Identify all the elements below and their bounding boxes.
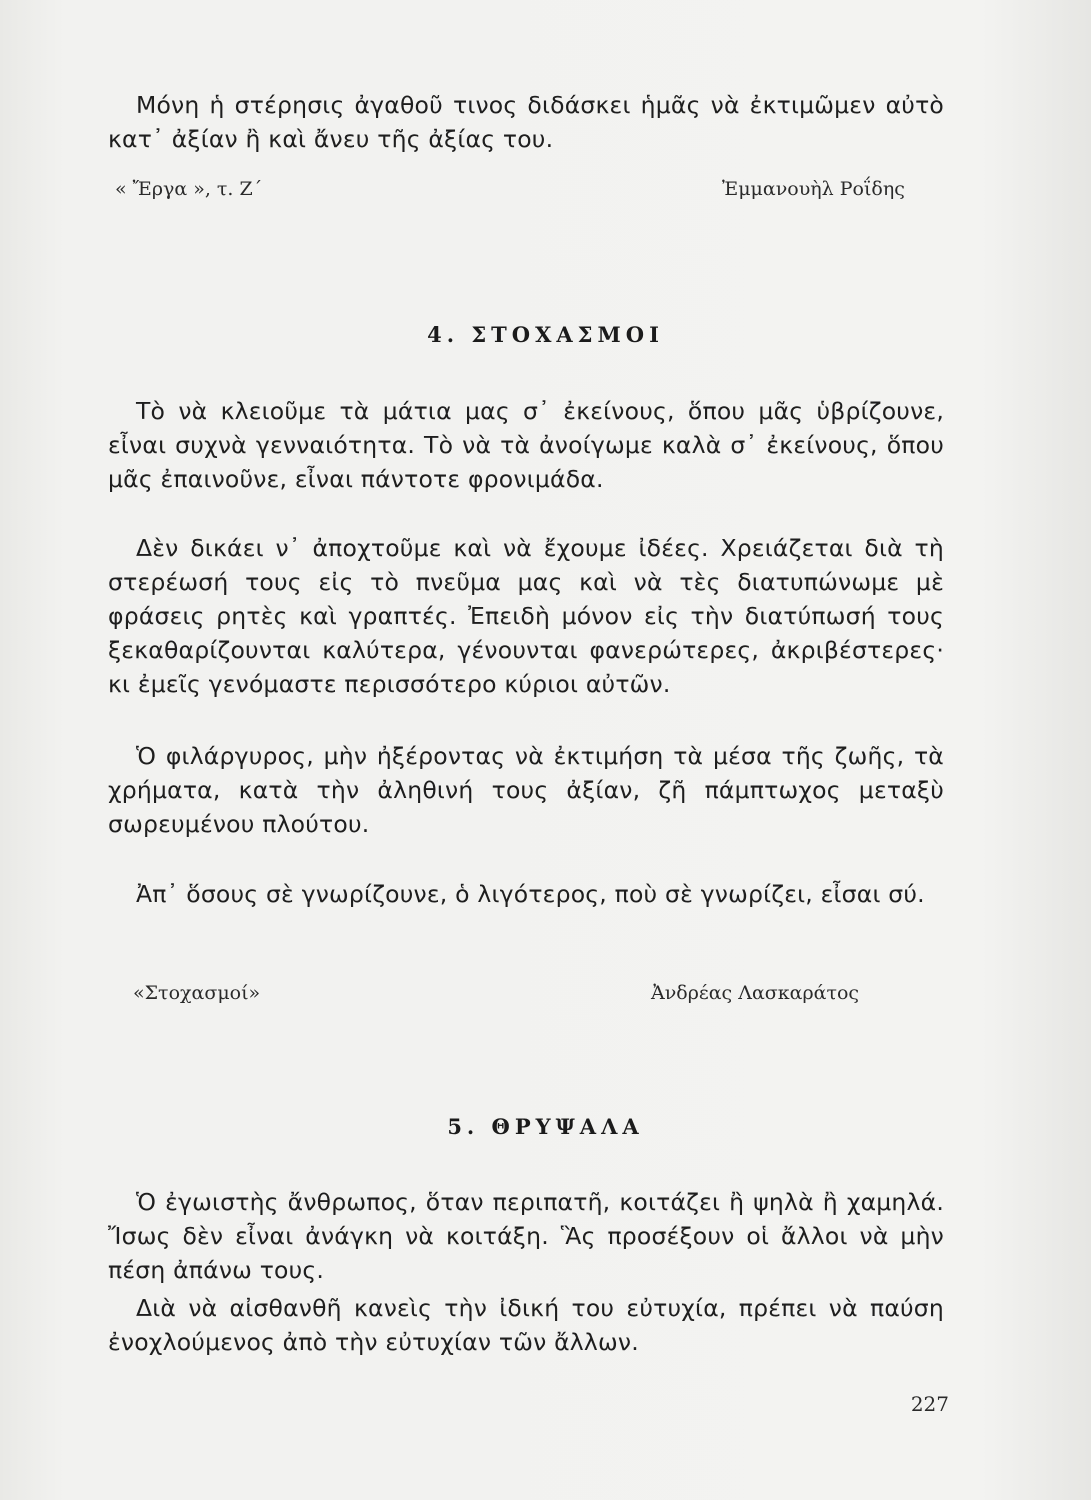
heading-stochasmoi: 4. ΣΤΟΧΑΣΜΟΙ [427,322,664,347]
author-laskaratos: Ἀνδρέας Λασκαράτος [651,982,860,1004]
paragraph-eftychia: Διὰ νὰ αἰσθανθῆ κανεὶς τὴν ἰδική του εὐτυχία, πρέπει νὰ παύση ἐνοχλούμενος ἀπὸ τὴν εὐτυχίαν τῶν ἄλλων. [108,1294,944,1356]
paragraph-egoistis: Ὁ ἐγωιστὴς ἄνθρωπος, ὅταν περιπατῆ, κοιτάζει ἢ ψηλὰ ἢ χαμηλά. Ἴσως δὲν εἶναι ἀνάγκη νὰ κοιτάξη. Ἃς προσέξουν οἱ ἄλλοι νὰ μὴν πέση ἀπάνω τους. [108,1188,944,1284]
heading-thrypsala: 5. ΘΡΥΨΑΛΑ [447,1114,644,1139]
paragraph-filargyros: Ὁ φιλάργυρος, μὴν ἠξέροντας νὰ ἐκτιμήση τὰ μέσα τῆς ζωῆς, τὰ χρήματα, κατὰ τὴν ἀληθινή τους ἀξίαν, ζῆ πάμπτωχος μεταξὺ σωρευμένου πλούτου. [108,742,944,838]
paragraph-gnorizoune: Ἀπ᾽ ὅσους σὲ γνωρίζουνε, ὁ λιγότερος, ποὺ σὲ γνωρίζει, εἶσαι σύ. [136,880,925,908]
author-roidis: Ἐμμανουὴλ Ροΐδης [722,178,905,200]
paragraph-ideas: Δὲν δικάει ν᾽ ἀποχτοῦμε καὶ νὰ ἔχουμε ἰδέες. Χρειάζεται διὰ τὴ στερέωσή τους εἰς τὸ πνεῦμα μας καὶ νὰ τὲς διατυπώνωμε μὲ φράσεις ρητὲς καὶ γραπτές. Ἐπειδὴ μόνον εἰς τὴν διατύπωσή τους ξεκαθαρίζουνται καλύτερα, γένουνται φανερώτερες, ἀκριβέστερες· κι ἐμεῖς γενόμαστε περισσότερο κύριοι αὐτῶν. [108,534,944,698]
paragraph-stherisis: Μόνη ἡ στέρησις ἀγαθοῦ τινος διδάσκει ἡμᾶς νὰ ἐκτιμῶμεν αὐτὸ κατ᾽ ἀξίαν ἢ καὶ ἄνευ τῆς ἀξίας του. [108,91,944,153]
page-number: 227 [910,1392,949,1416]
source-erga: « Ἔργα », τ. Ζ΄ [115,178,263,200]
paragraph-kleioume: Τὸ νὰ κλειοῦμε τὰ μάτια μας σ᾽ ἐκείνους, ὅπου μᾶς ὑβρίζουνε, εἶναι συχνὰ γενναιότητα. Τὸ νὰ τὰ ἀνοίγωμε καλὰ σ᾽ ἐκείνους, ὅπου μᾶς ἐπαινοῦνε, εἶναι πάντοτε φρονιμάδα. [108,397,944,493]
source-stochasmoi: «Στοχασμοί» [133,982,261,1004]
